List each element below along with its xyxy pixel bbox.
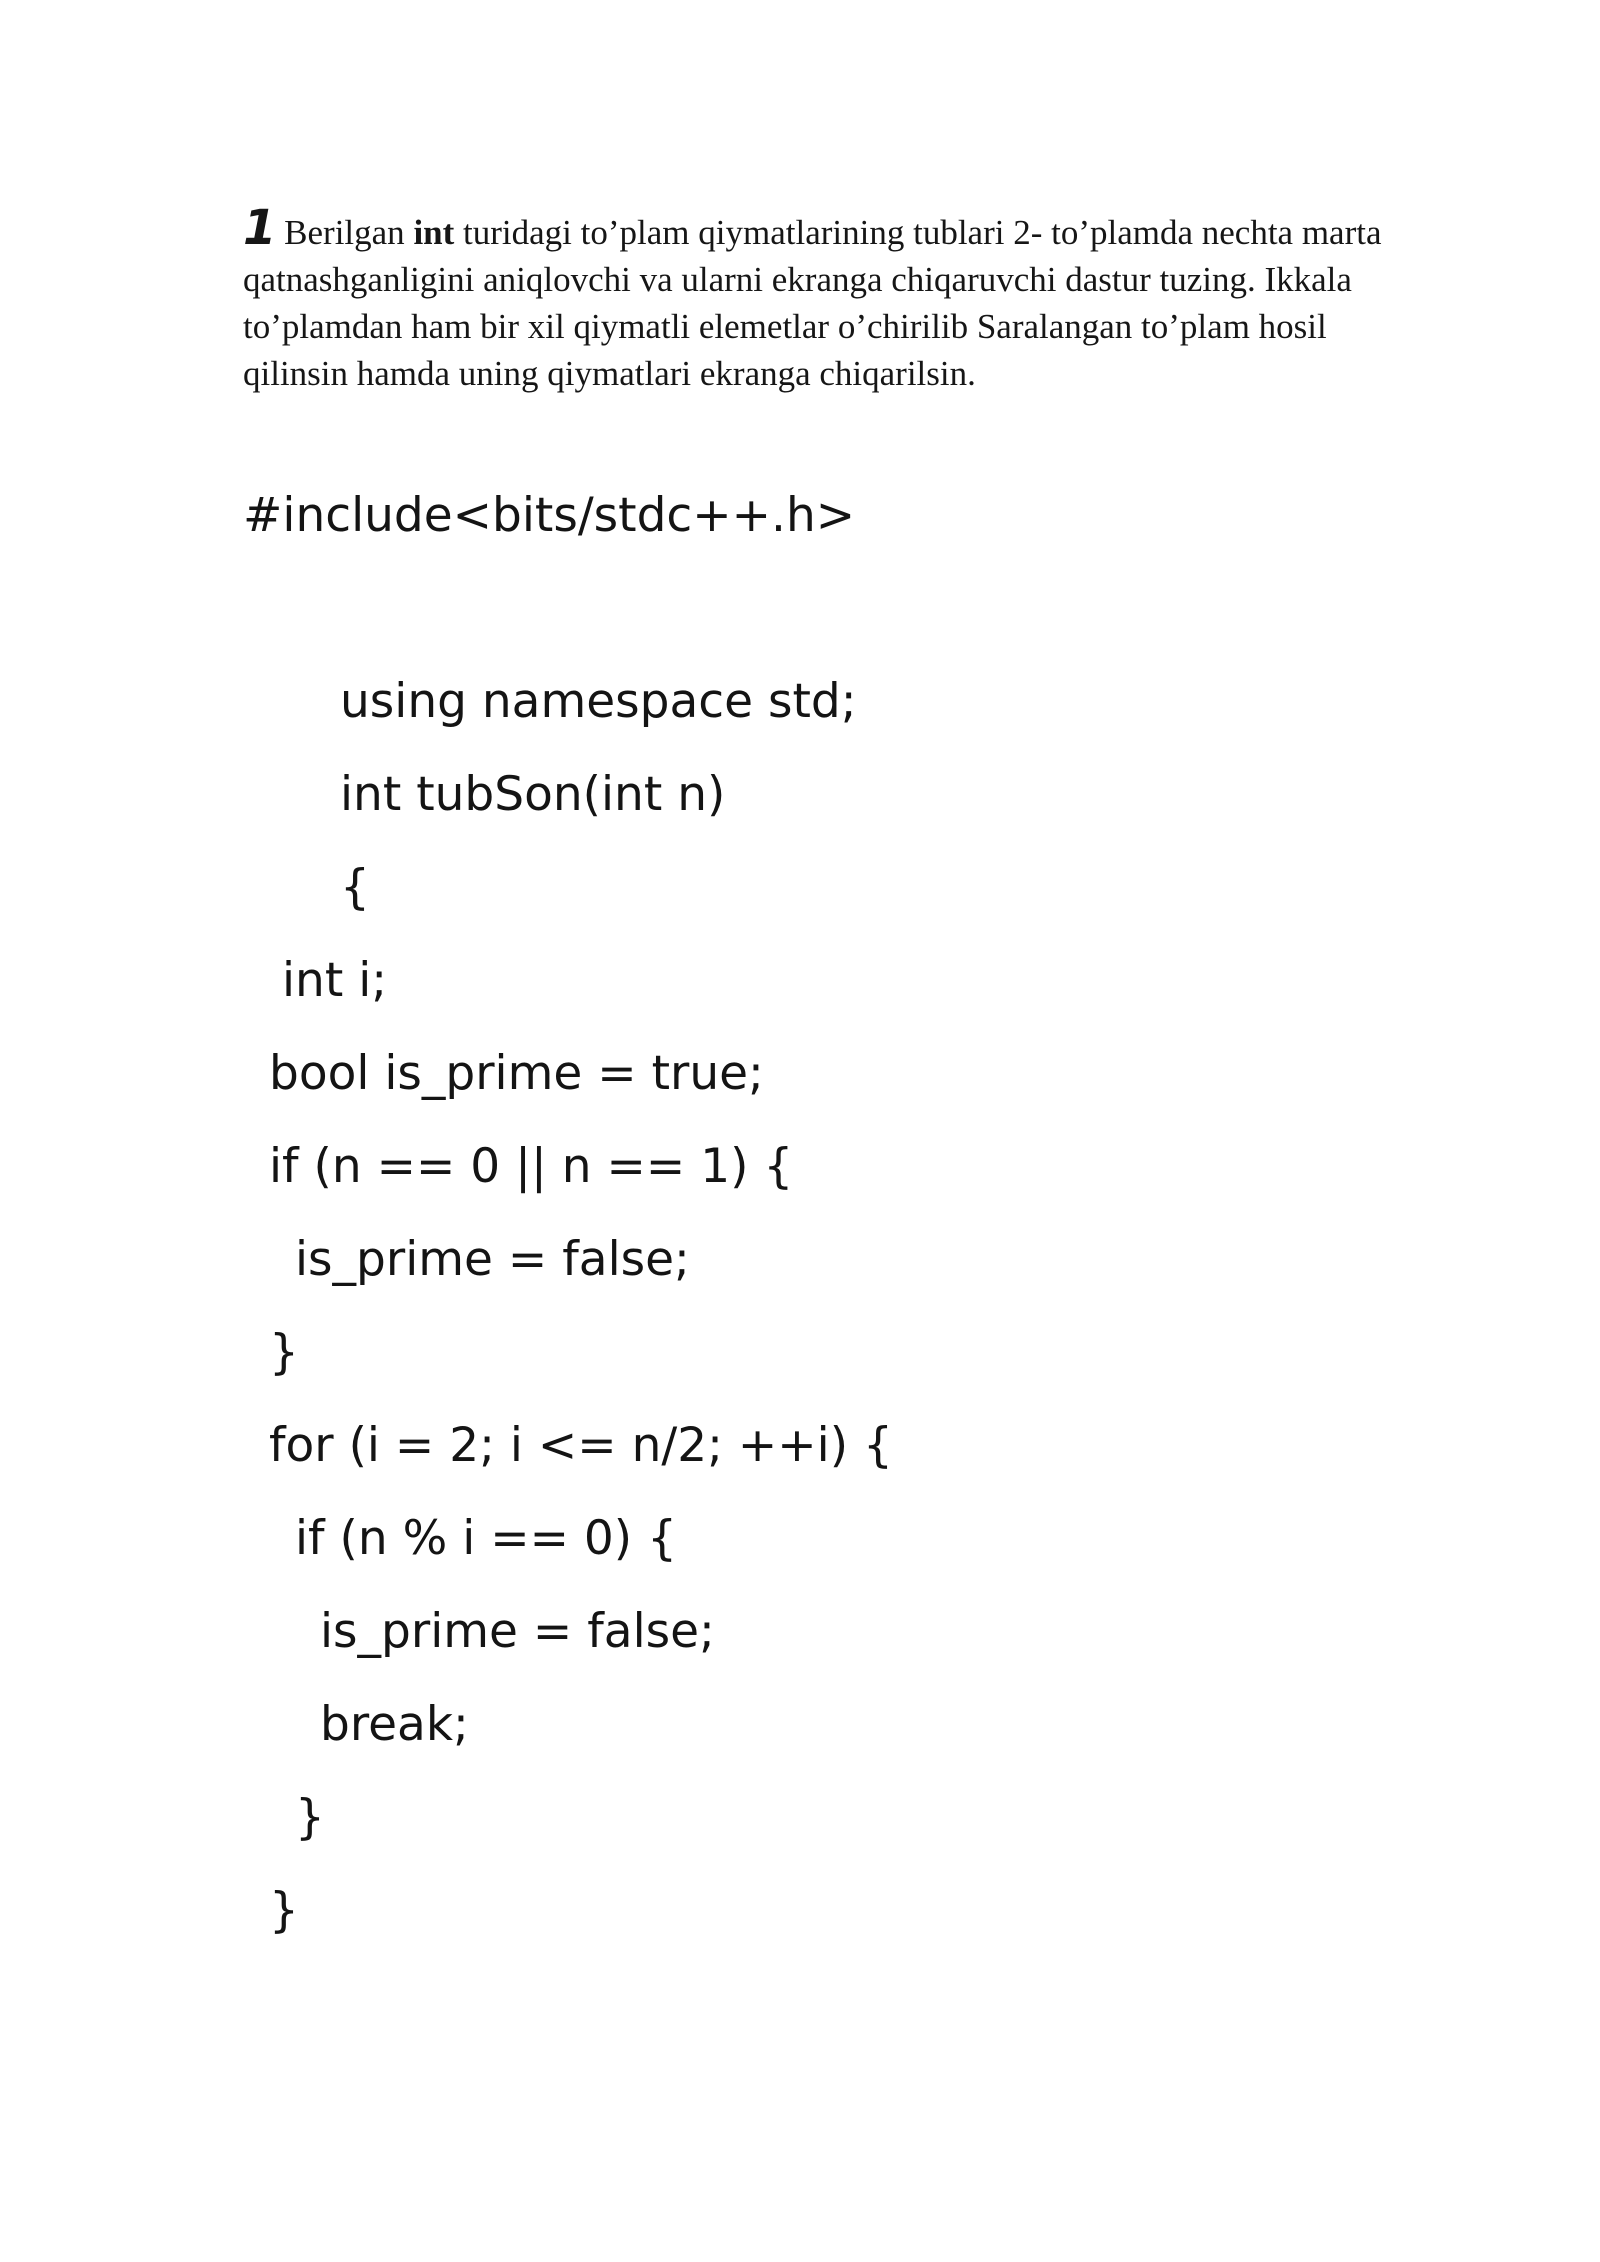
code-line-if-zero-one: if (n == 0 || n == 1) { — [269, 1139, 794, 1194]
code-line-for: for (i = 2; i <= n/2; ++i) { — [269, 1418, 893, 1473]
code-line-int-i: int i; — [282, 953, 388, 1008]
task-statement — [243, 200, 1383, 397]
code-line-close-if: } — [269, 1325, 299, 1380]
code-line-include: #include<bits/stdc++.h> — [243, 488, 856, 543]
code-line-is-prime-false-1: is_prime = false; — [295, 1232, 690, 1287]
code-line-close-inner-if: } — [295, 1790, 325, 1845]
code-line-open-brace: { — [340, 860, 370, 915]
code-line-using: using namespace std; — [340, 674, 857, 729]
code-line-is-prime-false-2: is_prime = false; — [320, 1604, 715, 1659]
task-number: 1 — [243, 200, 276, 256]
code-line-break: break; — [320, 1697, 469, 1752]
code-line-close-for: } — [269, 1883, 299, 1938]
task-intro: Berilgan — [284, 213, 405, 252]
code-line-function-signature: int tubSon(int n) — [340, 767, 726, 822]
code-line-if-mod: if (n % i == 0) { — [295, 1511, 677, 1566]
code-line-bool: bool is_prime = true; — [269, 1046, 764, 1101]
task-text: turidagi to’plam qiymatlarining tublari 2- to’plamda nechta marta qatnashganligini aniqlovchi va ularni ekranga chiqaruvchi dastur tuzing. Ikkala to’plamdan ham bir xil qiymatli elemetlar o’chirilib Saralangan to’plam hosil qilinsin hamda uning qiymatlari ekranga chiqarilsin. — [243, 213, 1382, 393]
task-keyword: int — [413, 213, 455, 252]
